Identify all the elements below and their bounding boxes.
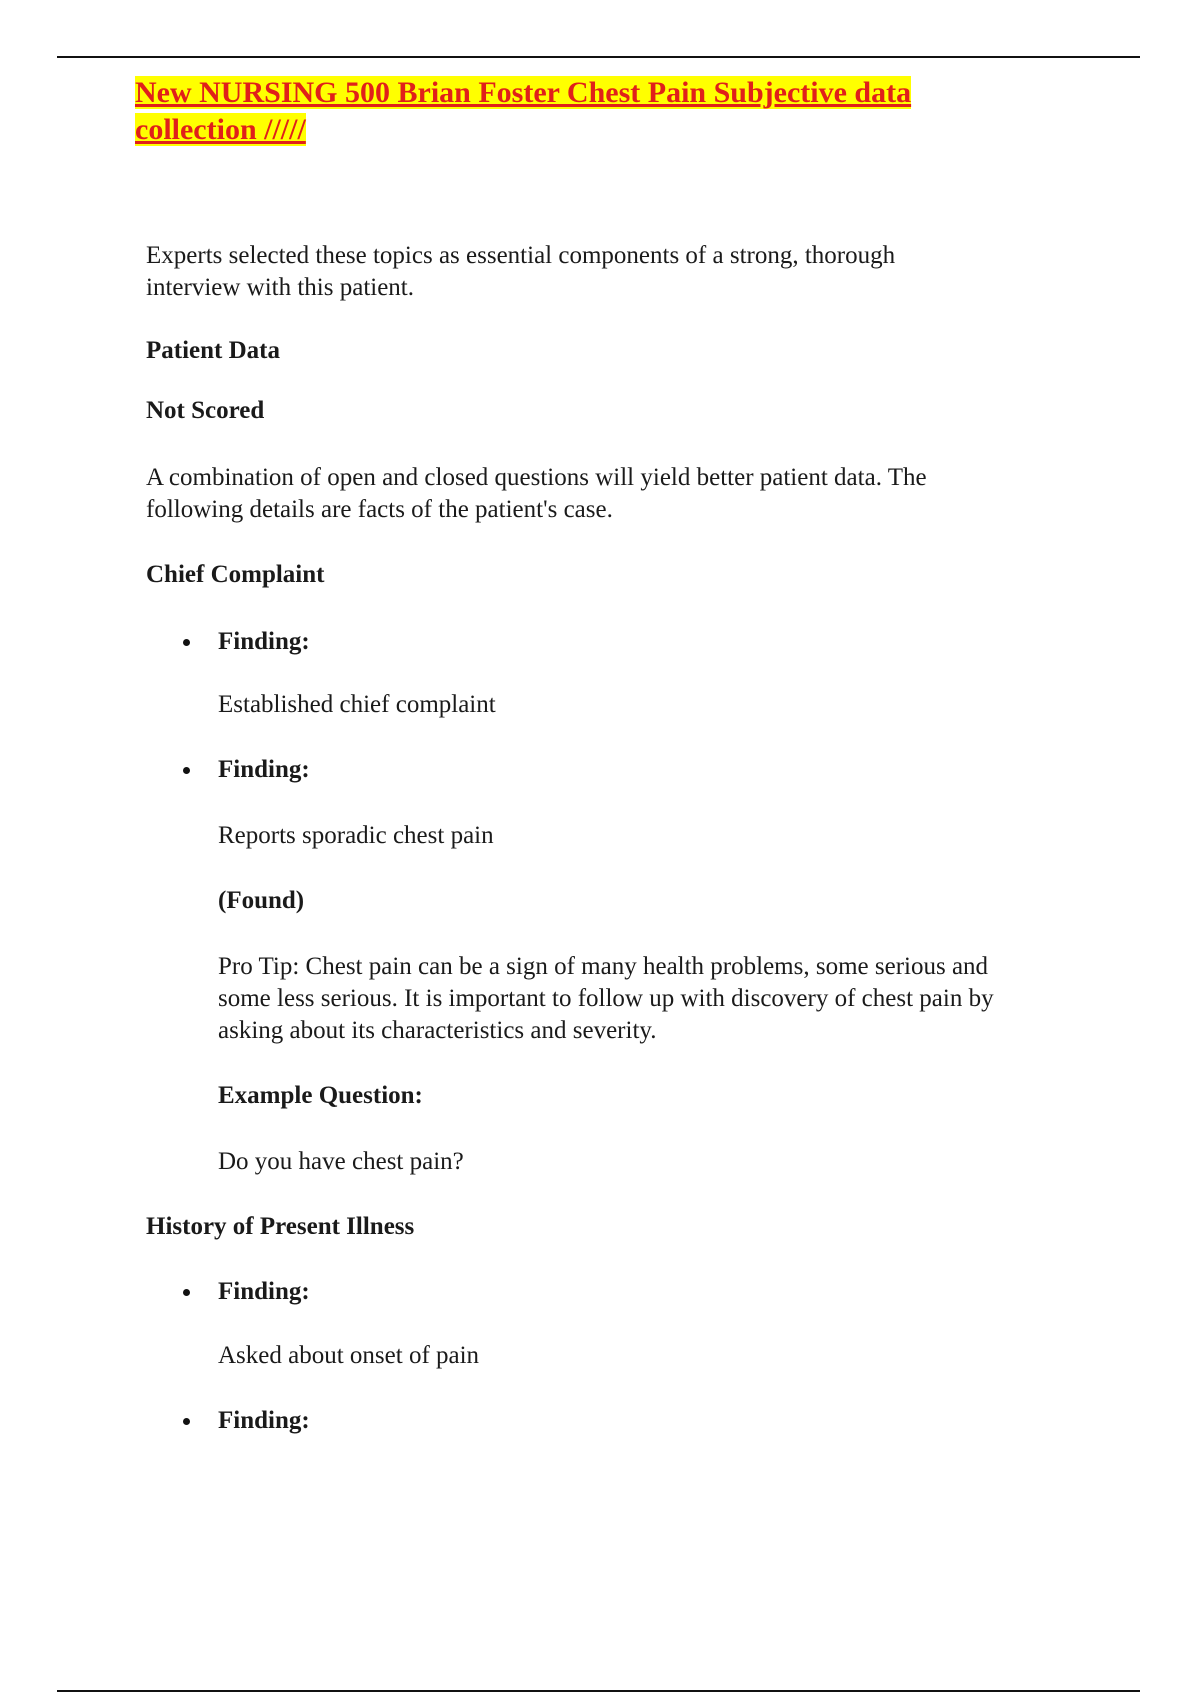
title-line-2: collection ///// <box>135 113 306 146</box>
finding-label: Finding: <box>218 756 310 783</box>
intro-line-2: interview with this patient. <box>146 274 415 301</box>
finding-label: Finding: <box>218 1278 310 1305</box>
finding-text: Reports sporadic chest pain <box>218 822 494 849</box>
combination-line-1: A combination of open and closed questions will yield better patient data. The <box>146 464 927 491</box>
pro-tip-line: some less serious. It is important to follow up with discovery of chest pain by <box>218 985 994 1012</box>
bullet-icon <box>183 767 190 774</box>
combination-line-2: following details are facts of the patient's case. <box>146 496 613 523</box>
patient-data-heading: Patient Data <box>146 337 280 364</box>
bottom-rule <box>57 1690 1140 1692</box>
not-scored-label: Not Scored <box>146 397 265 424</box>
example-question: Do you have chest pain? <box>218 1148 464 1175</box>
combination-text <box>146 462 927 526</box>
document-title <box>135 74 911 148</box>
pro-tip <box>218 951 994 1047</box>
bullet-icon <box>183 639 190 646</box>
bullet-icon <box>183 1289 190 1296</box>
pro-tip-line: asking about its characteristics and severity. <box>218 1017 657 1044</box>
intro-line-1: Experts selected these topics as essential components of a strong, thorough <box>146 242 896 269</box>
hpi-heading: History of Present Illness <box>146 1213 415 1240</box>
title-line-1: New NURSING 500 Brian Foster Chest Pain Subjective data <box>135 76 912 109</box>
finding-label: Finding: <box>218 1407 310 1434</box>
chief-complaint-heading: Chief Complaint <box>146 561 325 588</box>
top-rule <box>57 56 1140 58</box>
finding-text: Asked about onset of pain <box>218 1342 480 1369</box>
bullet-icon <box>183 1418 190 1425</box>
example-question-label: Example Question: <box>218 1082 423 1109</box>
finding-label: Finding: <box>218 628 310 655</box>
intro-text <box>146 240 895 304</box>
pro-tip-line: Pro Tip: Chest pain can be a sign of many health problems, some serious and <box>218 953 989 980</box>
found-status: (Found) <box>218 887 305 914</box>
finding-text: Established chief complaint <box>218 691 496 718</box>
